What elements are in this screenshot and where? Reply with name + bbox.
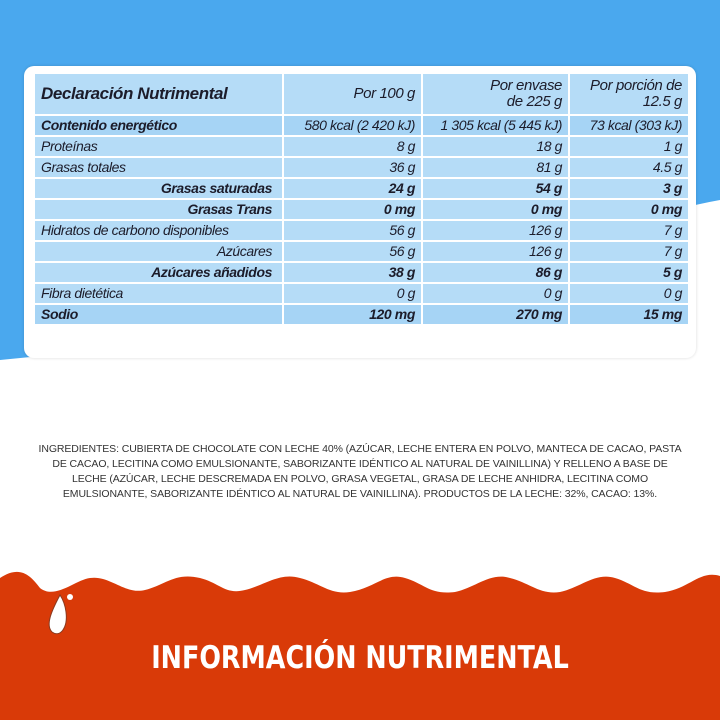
value-envase: 126 g bbox=[422, 220, 569, 241]
value-100g: 0 g bbox=[283, 283, 422, 304]
value-porcion: 1 g bbox=[569, 136, 689, 157]
table-row bbox=[34, 199, 689, 220]
value-100g: 120 mg bbox=[283, 304, 422, 325]
row-label: Azúcares añadidos bbox=[34, 262, 283, 283]
milk-droplet-icon bbox=[67, 594, 73, 600]
value-100g: 24 g bbox=[283, 178, 422, 199]
row-label: Sodio bbox=[34, 304, 283, 325]
table-row bbox=[34, 157, 689, 178]
row-label: Hidratos de carbono disponibles bbox=[34, 220, 283, 241]
table-header-row bbox=[34, 73, 689, 115]
value-100g: 8 g bbox=[283, 136, 422, 157]
value-porcion: 0 mg bbox=[569, 199, 689, 220]
value-porcion: 5 g bbox=[569, 262, 689, 283]
value-envase: 1 305 kcal (5 445 kJ) bbox=[422, 115, 569, 136]
nutrition-table bbox=[33, 72, 690, 326]
value-envase: 126 g bbox=[422, 241, 569, 262]
header-por-envase: Por envase de 225 g bbox=[422, 73, 569, 115]
ingredients-text: INGREDIENTES: CUBIERTA DE CHOCOLATE CON LECHE 40% (AZÚCAR, LECHE ENTERA EN POLVO, MANTECA DE CACAO, PASTA DE CACAO, LECITINA COMO EMULSIONANTE, SABORIZANTE IDÉNTICO AL NATURAL DE VAINILLINA) Y RELLENO A BASE DE LECHE (AZÚCAR, LECHE DESCREMADA EN POLVO, GRASA VEGETAL, GRASA DE LECHE ANHIDRA, LECITINA COMO EMULSIONANTE, SABORIZANTE IDÉNTICO AL NATURAL DE VAINILLINA). PRODUCTOS DE LA LECHE: 32%, CACAO: 13%. bbox=[38, 443, 682, 500]
row-label: Fibra dietética bbox=[34, 283, 283, 304]
value-porcion: 15 mg bbox=[569, 304, 689, 325]
value-porcion: 4.5 g bbox=[569, 157, 689, 178]
value-envase: 270 mg bbox=[422, 304, 569, 325]
table-row bbox=[34, 262, 689, 283]
footer-title: INFORMACIÓN NUTRIMENTAL bbox=[151, 640, 569, 676]
value-porcion: 73 kcal (303 kJ) bbox=[569, 115, 689, 136]
header-declaracion: Declaración Nutrimental bbox=[34, 73, 283, 115]
value-envase: 0 g bbox=[422, 283, 569, 304]
table-row bbox=[34, 220, 689, 241]
value-100g: 38 g bbox=[283, 262, 422, 283]
table-row bbox=[34, 136, 689, 157]
value-100g: 56 g bbox=[283, 220, 422, 241]
row-label: Grasas Trans bbox=[34, 199, 283, 220]
value-envase: 0 mg bbox=[422, 199, 569, 220]
value-envase: 86 g bbox=[422, 262, 569, 283]
row-label: Grasas totales bbox=[34, 157, 283, 178]
value-porcion: 7 g bbox=[569, 220, 689, 241]
value-100g: 580 kcal (2 420 kJ) bbox=[283, 115, 422, 136]
value-porcion: 0 g bbox=[569, 283, 689, 304]
row-label: Proteínas bbox=[34, 136, 283, 157]
table-row bbox=[34, 115, 689, 136]
value-envase: 81 g bbox=[422, 157, 569, 178]
row-label: Azúcares bbox=[34, 241, 283, 262]
value-porcion: 7 g bbox=[569, 241, 689, 262]
value-100g: 36 g bbox=[283, 157, 422, 178]
table-row bbox=[34, 283, 689, 304]
table-row bbox=[34, 241, 689, 262]
table-row bbox=[34, 178, 689, 199]
value-100g: 0 mg bbox=[283, 199, 422, 220]
table-row bbox=[34, 304, 689, 325]
value-porcion: 3 g bbox=[569, 178, 689, 199]
value-envase: 54 g bbox=[422, 178, 569, 199]
header-por-100g: Por 100 g bbox=[283, 73, 422, 115]
row-label: Contenido energético bbox=[34, 115, 283, 136]
header-por-porcion: Por porción de 12.5 g bbox=[569, 73, 689, 115]
value-envase: 18 g bbox=[422, 136, 569, 157]
value-100g: 56 g bbox=[283, 241, 422, 262]
row-label: Grasas saturadas bbox=[34, 178, 283, 199]
